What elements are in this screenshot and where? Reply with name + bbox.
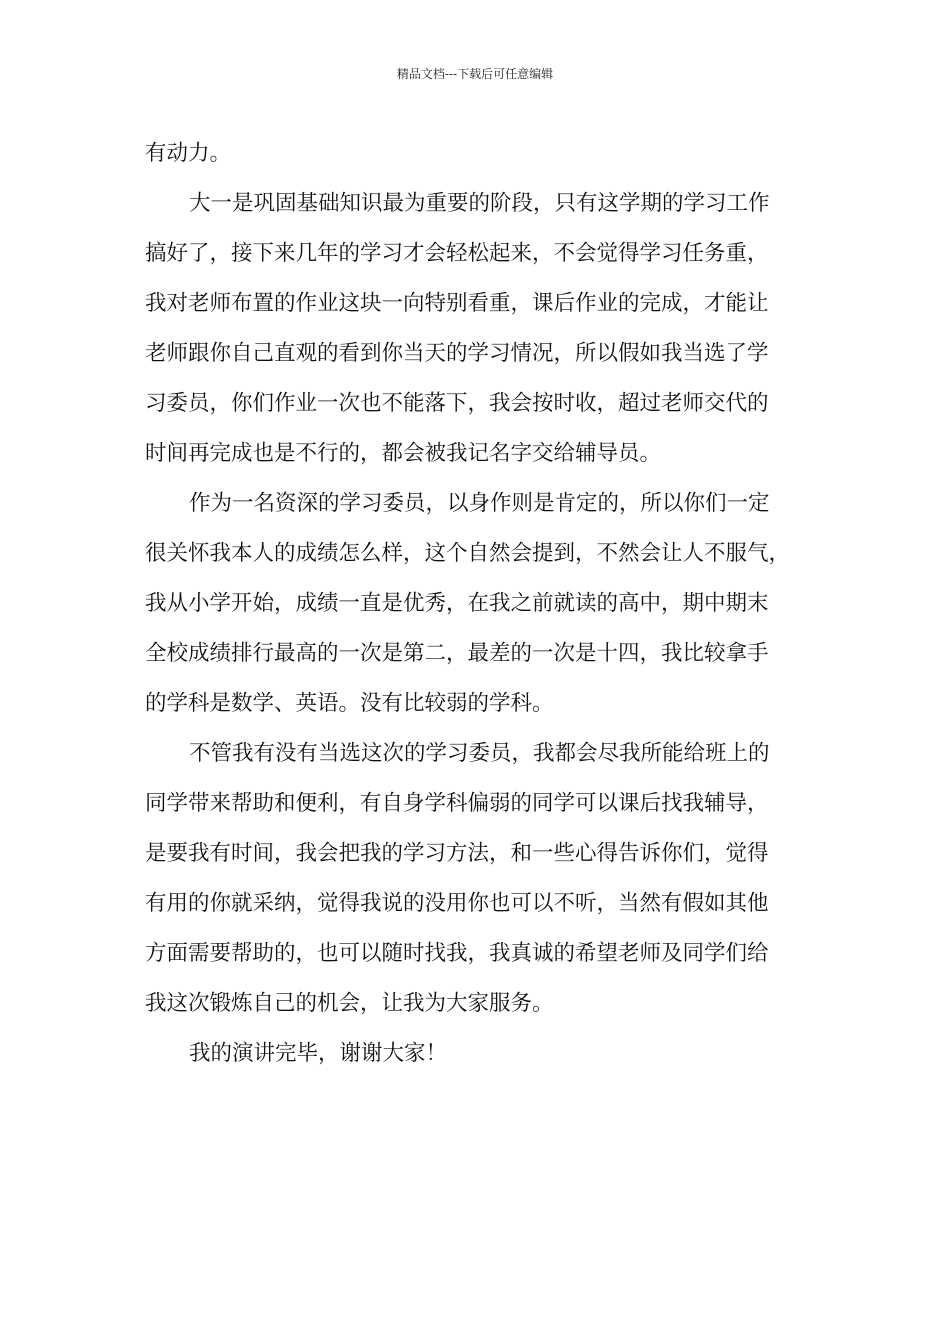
page-header: 精品文档---下载后可任意编辑: [396, 67, 554, 81]
text-line: 习委员，你们作业一次也不能落下，我会按时收，超过老师交代的: [145, 391, 769, 416]
text-line: 老师跟你自己直观的看到你当天的学习情况，所以假如我当选了学: [145, 341, 769, 366]
text-line: 全校成绩排行最高的一次是第二，最差的一次是十四，我比较拿手: [145, 641, 769, 666]
text-line: 很关怀我本人的成绩怎么样，这个自然会提到，不然会让人不服气，: [145, 541, 791, 566]
text-line: 作为一名资深的学习委员，以身作则是肯定的，所以你们一定: [189, 491, 770, 516]
text-line: 方面需要帮助的，也可以随时找我，我真诚的希望老师及同学们给: [145, 941, 769, 966]
text-line: 我从小学开始，成绩一直是优秀，在我之前就读的高中，期中期末: [145, 591, 769, 616]
body-text: [145, 129, 815, 1079]
text-line: 不管我有没有当选这次的学习委员，我都会尽我所能给班上的: [189, 741, 770, 766]
text-line: 同学带来帮助和便利，有自身学科偏弱的同学可以课后找我辅导，: [145, 791, 769, 816]
text-line: 搞好了，接下来几年的学习才会轻松起来，不会觉得学习任务重，: [145, 241, 769, 266]
text-line: 是要我有时间，我会把我的学习方法，和一些心得告诉你们，觉得: [145, 841, 769, 866]
text-line: 我这次锻炼自己的机会，让我为大家服务。: [145, 991, 554, 1016]
text-line: 我的演讲完毕，谢谢大家！: [189, 1041, 448, 1066]
text-line: 有用的你就采纳，觉得我说的没用你也可以不听，当然有假如其他: [145, 891, 769, 916]
text-line: 我对老师布置的作业这块一向特别看重，课后作业的完成，才能让: [145, 291, 769, 316]
text-line: 有动力。: [145, 141, 232, 166]
text-line: 大一是巩固基础知识最为重要的阶段，只有这学期的学习工作: [189, 191, 770, 216]
text-line: 的学科是数学、英语。没有比较弱的学科。: [145, 691, 554, 716]
text-line: 时间再完成也是不行的，都会被我记名字交给辅导员。: [145, 441, 662, 466]
